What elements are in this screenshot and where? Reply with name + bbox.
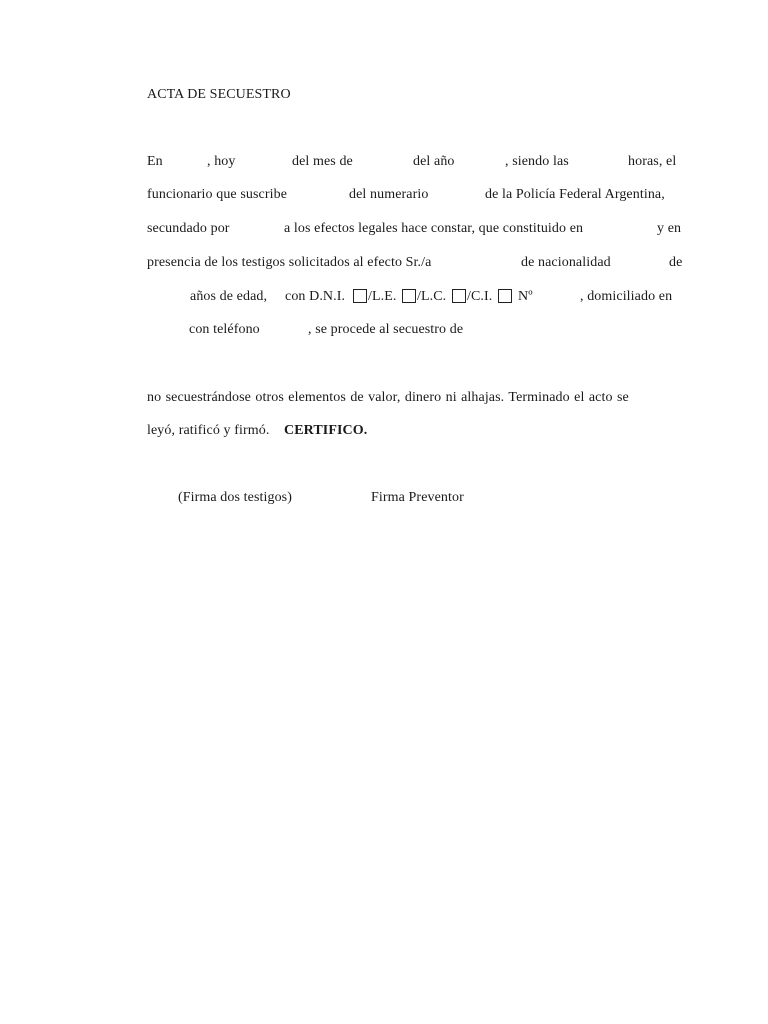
text-ci: /C.I. [467, 289, 493, 304]
text-se-procede: , se procede al secuestro de [308, 322, 464, 337]
text-con-telefono: con teléfono [189, 322, 260, 337]
text-de: de [669, 255, 683, 270]
text-secundado-por: secundado por [147, 221, 230, 236]
text-del-mes-de: del mes de [292, 154, 353, 169]
text-lc: /L.C. [417, 289, 447, 304]
text-efectos-legales: a los efectos legales hace constar, que constituido en [284, 221, 584, 236]
text-no-secuestrandose: no secuestrándose otros elementos de valor, dinero ni alhajas. Terminado el acto se [147, 390, 629, 405]
text-horas-el: horas, el [628, 154, 677, 169]
text-domiciliado-en: , domiciliado en [580, 289, 673, 304]
signature-preventor: Firma Preventor [371, 490, 464, 505]
text-anios-de-edad: años de edad, [190, 289, 268, 304]
text-en: En [147, 154, 163, 169]
text-del-anio: del año [413, 154, 455, 169]
text-funcionario: funcionario que suscribe [147, 187, 288, 202]
text-presencia-testigos: presencia de los testigos solicitados al efecto Sr./a [147, 255, 432, 270]
text-de-nacionalidad: de nacionalidad [521, 255, 611, 270]
text-numero: Nº [518, 289, 533, 304]
text-y-en: y en [657, 221, 682, 236]
text-certifico: CERTIFICO. [284, 423, 368, 438]
text-siendo-las: , siendo las [505, 154, 569, 169]
text-policia-federal: de la Policía Federal Argentina, [485, 187, 665, 202]
text-le: /L.E. [368, 289, 397, 304]
text-con-dni: con D.N.I. [285, 289, 346, 304]
dni-checkbox[interactable] [353, 289, 367, 303]
le-checkbox[interactable] [402, 289, 416, 303]
text-leyo-ratifico: leyó, ratificó y firmó. [147, 423, 270, 438]
text-hoy: , hoy [207, 154, 236, 169]
signature-witnesses: (Firma dos testigos) [178, 490, 292, 505]
lc-checkbox[interactable] [452, 289, 466, 303]
document-title: ACTA DE SECUESTRO [147, 87, 291, 102]
text-del-numerario: del numerario [349, 187, 429, 202]
ci-checkbox[interactable] [498, 289, 512, 303]
